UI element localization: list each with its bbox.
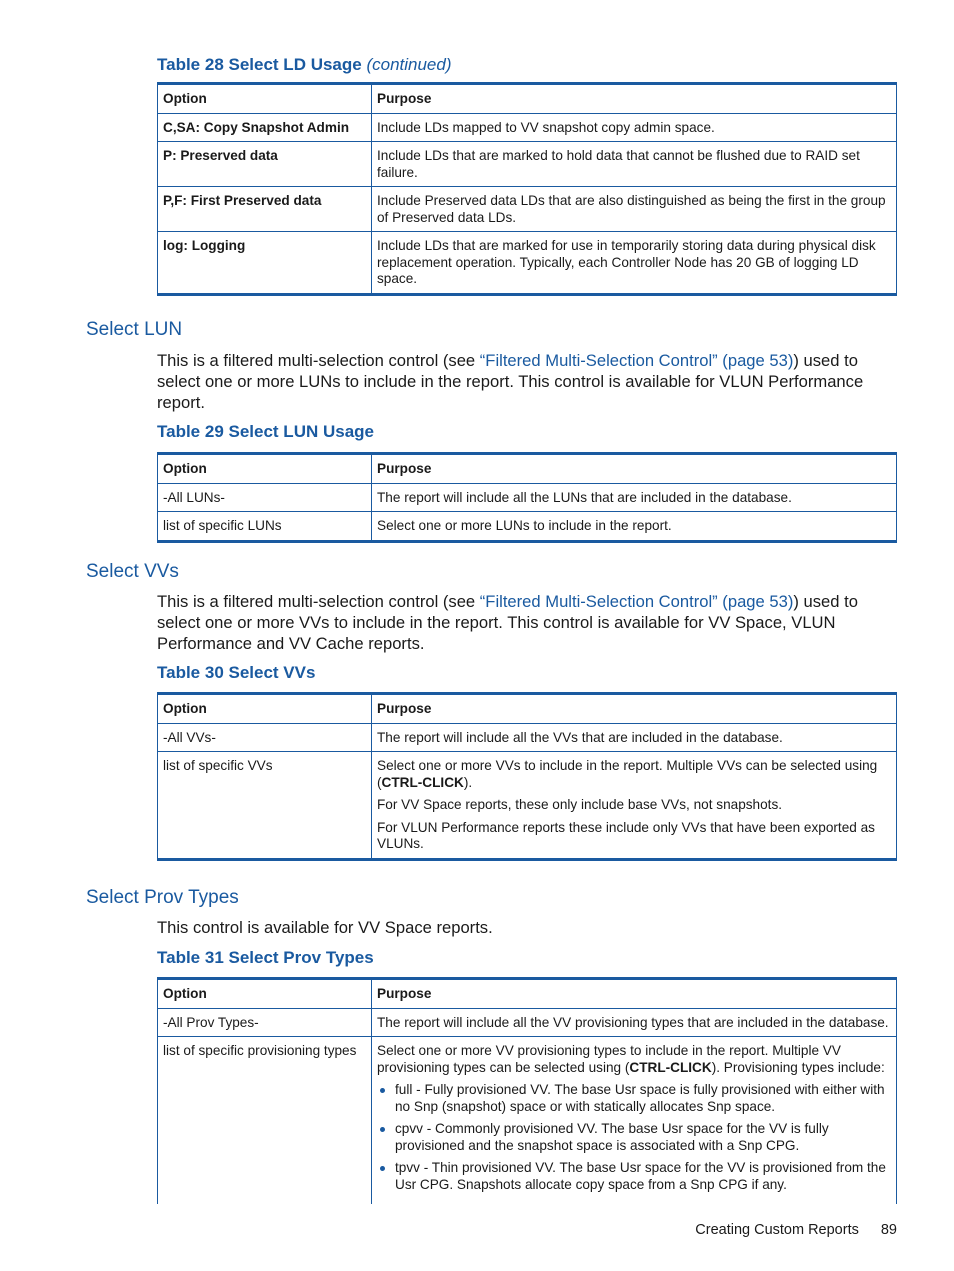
select-lun-paragraph (157, 350, 897, 413)
select-vvs-paragraph (157, 591, 897, 654)
table-29 (157, 452, 897, 543)
list-item: cpvv - Commonly provisioned VV. The base Usr space for the VV is fully provisioned and the snapshot space is associated with a Snp CPG. (395, 1121, 891, 1154)
header-option: Option (158, 979, 372, 1009)
table-header-row (158, 454, 897, 484)
purpose-text: ). (463, 774, 473, 790)
paragraph-text: This is a filtered multi-selection control (see (157, 592, 480, 611)
table-header-row (158, 694, 897, 724)
header-option: Option (158, 454, 372, 484)
table-31-clip (0, 977, 954, 1207)
filtered-multi-selection-link[interactable]: “Filtered Multi-Selection Control” (page 53) (479, 351, 794, 370)
purpose-paragraph: For VLUN Performance reports these include only VVs that have been exported as VLUNs. (377, 819, 875, 851)
table-28-continued: (continued) (366, 55, 452, 74)
option-cell: list of specific VVs (158, 752, 372, 860)
select-prov-paragraph: This control is available for VV Space reports. (157, 918, 493, 937)
purpose-cell: Include LDs mapped to VV snapshot copy admin space. (372, 113, 897, 142)
select-lun-heading: Select LUN (86, 319, 183, 340)
header-purpose: Purpose (372, 454, 897, 484)
purpose-paragraph (377, 1043, 891, 1076)
table-header-row (158, 84, 897, 114)
header-purpose: Purpose (372, 84, 897, 114)
provisioning-types-list (377, 1082, 891, 1193)
table-row (158, 1008, 897, 1037)
purpose-cell: The report will include all the VV provisioning types that are included in the database. (372, 1008, 897, 1037)
table-28-caption (157, 55, 452, 75)
select-vvs-heading: Select VVs (86, 561, 179, 582)
paragraph-text: ) used to select one or more VVs to include in the report. This control is available for VV Space, VLUN Performance and VV Cache reports. (157, 592, 858, 653)
table-row (158, 512, 897, 542)
ctrl-click-keyword: CTRL-CLICK (381, 774, 464, 790)
option-cell: -All VVs- (158, 723, 372, 752)
purpose-cell (372, 1037, 897, 1205)
table-31-caption: Table 31 Select Prov Types (157, 948, 374, 967)
purpose-cell: The report will include all the LUNs that are included in the database. (372, 483, 897, 512)
option-cell: -All Prov Types- (158, 1008, 372, 1037)
table-header-row (158, 979, 897, 1009)
table-30 (157, 692, 897, 861)
option-cell: log: Logging (158, 232, 372, 295)
option-cell: P,F: First Preserved data (158, 187, 372, 232)
option-cell: -All LUNs- (158, 483, 372, 512)
header-purpose: Purpose (372, 979, 897, 1009)
purpose-text: Select one or more VVs to include in the report. Multiple VVs can be selected using ( (377, 758, 878, 790)
page-footer (695, 1222, 897, 1238)
select-prov-types-heading: Select Prov Types (86, 887, 239, 908)
purpose-cell: Select one or more LUNs to include in the report. (372, 512, 897, 542)
option-cell: P: Preserved data (158, 142, 372, 187)
table-row (158, 142, 897, 187)
table-30-caption: Table 30 Select VVs (157, 663, 316, 682)
paragraph-text: ) used to select one or more LUNs to include in the report. This control is available for VLUN Performance report. (157, 351, 864, 412)
purpose-text: Select one or more VV provisioning types to include in the report. Multiple VV provisioning types can be selected using ( (377, 1043, 841, 1075)
header-option: Option (158, 84, 372, 114)
option-cell: C,SA: Copy Snapshot Admin (158, 113, 372, 142)
table-row (158, 113, 897, 142)
table-28 (157, 82, 897, 296)
table-row (158, 232, 897, 295)
purpose-cell (372, 752, 897, 860)
table-row (158, 1037, 897, 1205)
ctrl-click-keyword: CTRL-CLICK (629, 1059, 712, 1075)
table-row (158, 752, 897, 860)
purpose-paragraph (377, 758, 891, 791)
purpose-paragraph: For VV Space reports, these only include base VVs, not snapshots. (377, 797, 783, 812)
list-item: tpvv - Thin provisioned VV. The base Usr space for the VV is provisioned from the Usr CPG. Snapshots allocate copy space from a Snp CPG if any. (395, 1160, 891, 1193)
purpose-cell: Include LDs that are marked for use in temporarily storing data during physical disk replacement operation. Typically, each Controller Node has 20 GB of logging LD space. (372, 232, 897, 295)
page-number: 89 (880, 1222, 897, 1238)
purpose-text: ). Provisioning types include: (711, 1059, 885, 1075)
option-cell: list of specific LUNs (158, 512, 372, 542)
table-31 (157, 977, 897, 1204)
header-purpose: Purpose (372, 694, 897, 724)
footer-title: Creating Custom Reports (695, 1222, 859, 1238)
filtered-multi-selection-link[interactable]: “Filtered Multi-Selection Control” (page 53) (479, 592, 794, 611)
table-28-caption-text: Table 28 Select LD Usage (157, 55, 362, 74)
option-cell: list of specific provisioning types (158, 1037, 372, 1205)
table-row (158, 187, 897, 232)
purpose-cell: Include Preserved data LDs that are also distinguished as being the first in the group of Preserved data LDs. (372, 187, 897, 232)
table-row (158, 483, 897, 512)
table-29-caption: Table 29 Select LUN Usage (157, 422, 374, 441)
table-row (158, 723, 897, 752)
header-option: Option (158, 694, 372, 724)
paragraph-text: This is a filtered multi-selection control (see (157, 351, 480, 370)
list-item: full - Fully provisioned VV. The base Usr space is fully provisioned with either with no Snp (snapshot) space or with statically allocates Snp space. (395, 1082, 891, 1115)
purpose-cell: The report will include all the VVs that are included in the database. (372, 723, 897, 752)
purpose-cell: Include LDs that are marked to hold data that cannot be flushed due to RAID set failure. (372, 142, 897, 187)
